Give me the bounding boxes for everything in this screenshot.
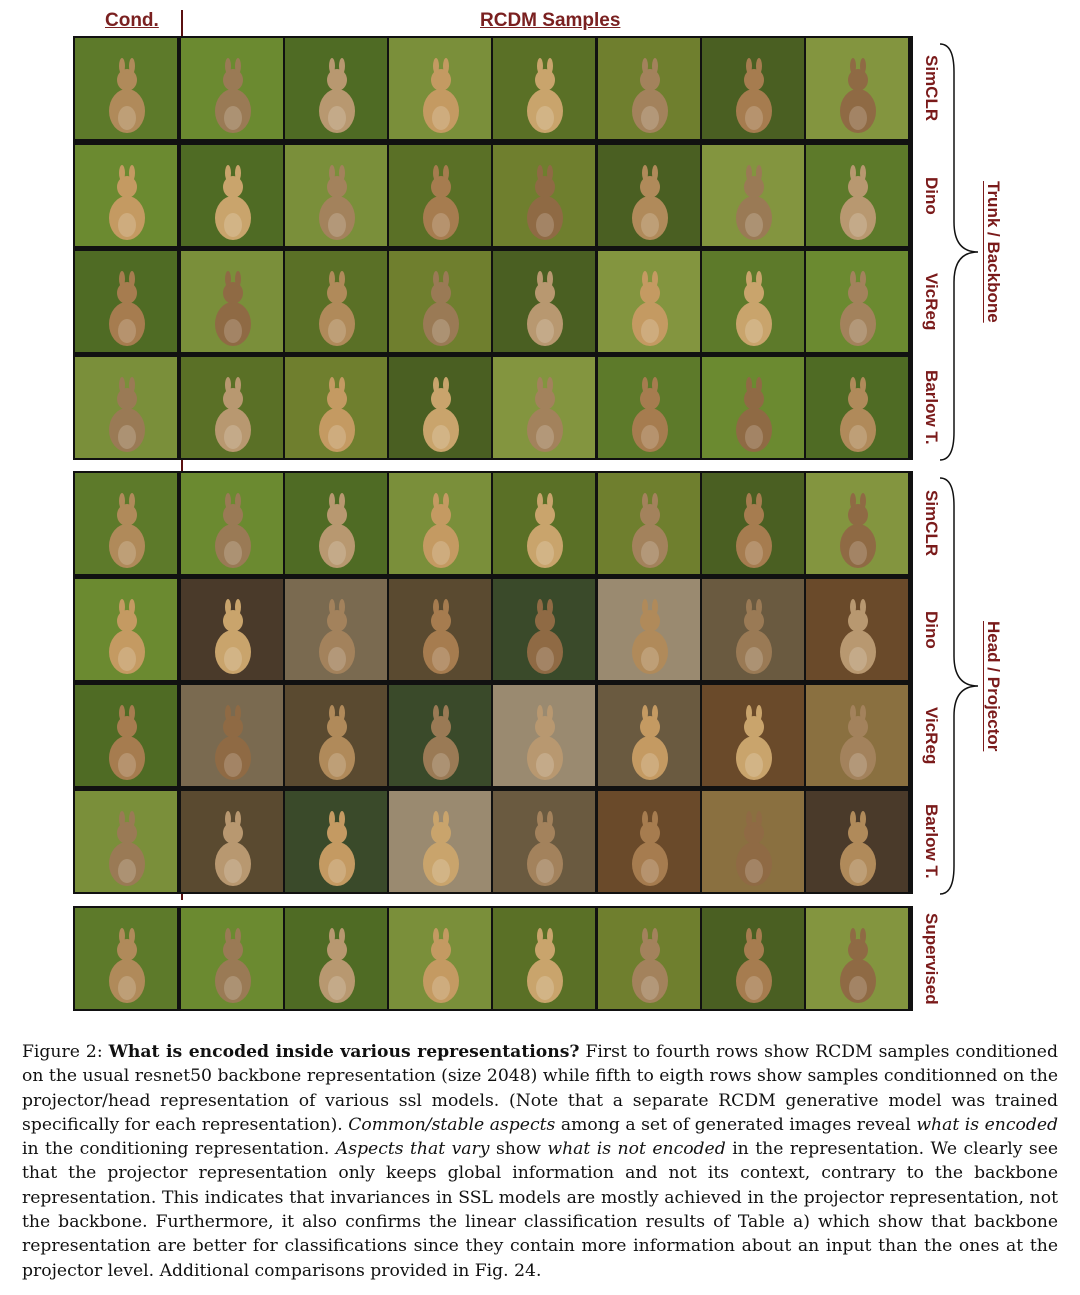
sample-image xyxy=(702,685,804,786)
sample-image xyxy=(389,908,491,1009)
sample-image xyxy=(493,145,595,246)
sample-image xyxy=(806,357,908,458)
row-label: SimCLR xyxy=(922,490,941,557)
header-cond: Cond. xyxy=(105,10,159,31)
sample-image xyxy=(702,357,804,458)
sample-image xyxy=(285,473,387,574)
sample-image xyxy=(285,685,387,786)
sample-image xyxy=(493,357,595,458)
cond-image xyxy=(75,473,177,574)
row-label: Dino xyxy=(922,176,941,215)
sample-image xyxy=(181,251,283,352)
caption-text-3: in the conditioning representation. xyxy=(22,1139,330,1160)
sample-image xyxy=(598,908,700,1009)
sample-image xyxy=(806,473,908,574)
row-label: Barlow T. xyxy=(922,370,941,445)
sample-image xyxy=(285,908,387,1009)
caption-bold: What is encoded inside various representations? xyxy=(108,1042,580,1062)
cond-image xyxy=(75,685,177,786)
sample-image xyxy=(181,685,283,786)
sample-image xyxy=(285,251,387,352)
sample-image xyxy=(389,473,491,574)
sample-image xyxy=(806,791,908,892)
sample-image xyxy=(389,145,491,246)
caption-text-2: among a set of generated images reveal xyxy=(560,1114,911,1135)
sample-image xyxy=(493,579,595,680)
sample-image xyxy=(806,579,908,680)
sample-image xyxy=(389,357,491,458)
sample-image xyxy=(181,791,283,892)
sample-image xyxy=(389,38,491,139)
sample-image xyxy=(806,38,908,139)
sample-image xyxy=(598,251,700,352)
sample-image xyxy=(493,38,595,139)
cond-image xyxy=(75,251,177,352)
sample-image xyxy=(493,251,595,352)
sample-image xyxy=(493,685,595,786)
sample-image xyxy=(598,791,700,892)
sample-image xyxy=(598,473,700,574)
sample-image xyxy=(181,38,283,139)
caption-italic-3: Aspects that vary xyxy=(335,1139,490,1160)
sample-image xyxy=(806,251,908,352)
sample-image xyxy=(598,357,700,458)
sample-image xyxy=(702,908,804,1009)
cond-image xyxy=(75,579,177,680)
group-label-head: Head / Projector xyxy=(984,620,1003,752)
header-rcdm-samples: RCDM Samples xyxy=(480,10,621,31)
sample-image xyxy=(598,145,700,246)
sample-image xyxy=(285,791,387,892)
cond-image xyxy=(75,145,177,246)
sample-image xyxy=(702,473,804,574)
sample-image xyxy=(181,579,283,680)
row-label: VicReg xyxy=(922,706,941,765)
row-label: VicReg xyxy=(922,272,941,331)
caption-text-1: First to fourth rows show RCDM samples conditioned on the usual resnet50 backbone representation (size 2048) while fifth to eigth rows show samples conditionned on the projector/head representation of various ssl models. (Note that a separate RCDM generative model was trained specifically for each representation). xyxy=(22,1042,1058,1135)
sample-image xyxy=(702,145,804,246)
sample-image xyxy=(598,579,700,680)
row-label: Supervised xyxy=(922,912,941,1005)
sample-image xyxy=(181,357,283,458)
caption-italic-2: what is encoded xyxy=(916,1114,1059,1135)
caption-text-4: show xyxy=(495,1139,541,1160)
cond-image xyxy=(75,908,177,1009)
sample-image xyxy=(285,38,387,139)
cond-image xyxy=(75,357,177,458)
caption-prefix: Figure 2: xyxy=(22,1042,103,1062)
sample-image xyxy=(389,791,491,892)
sample-image xyxy=(389,251,491,352)
cond-image xyxy=(75,38,177,139)
sample-image xyxy=(806,685,908,786)
figure-caption xyxy=(22,1040,1058,1283)
row-label: Dino xyxy=(922,610,941,649)
cond-image xyxy=(75,791,177,892)
sample-image xyxy=(389,685,491,786)
group-label-trunk: Trunk / Backbone xyxy=(984,181,1003,323)
sample-image xyxy=(493,908,595,1009)
sample-image xyxy=(806,145,908,246)
sample-image xyxy=(285,357,387,458)
sample-image xyxy=(181,145,283,246)
caption-italic-1: Common/stable aspects xyxy=(348,1114,556,1135)
sample-image xyxy=(702,251,804,352)
sample-image xyxy=(598,38,700,139)
sample-image xyxy=(702,791,804,892)
sample-image xyxy=(389,579,491,680)
sample-image xyxy=(493,473,595,574)
sample-image xyxy=(806,908,908,1009)
caption-text-5: in the representation. We clearly see that the projector representation only keeps global information and not its context, contrary to the backbone representation. This indicates that invariances in SSL models are mostly achieved in the projector representation, not the backbone. Furthermore, it also confirms the linear classification results of Table a) which show that backbone representation are better for classifications since they contain more information about an input than the ones at the projector level. Additional comparisons provided in Fig. 24. xyxy=(22,1139,1059,1281)
sample-image xyxy=(181,473,283,574)
sample-image xyxy=(181,908,283,1009)
sample-image xyxy=(285,145,387,246)
sample-image xyxy=(598,685,700,786)
row-label: SimCLR xyxy=(922,55,941,122)
sample-image xyxy=(702,38,804,139)
row-label: Barlow T. xyxy=(922,804,941,879)
sample-image xyxy=(285,579,387,680)
sample-image xyxy=(493,791,595,892)
sample-image xyxy=(702,579,804,680)
caption-italic-4: what is not encoded xyxy=(547,1139,726,1160)
